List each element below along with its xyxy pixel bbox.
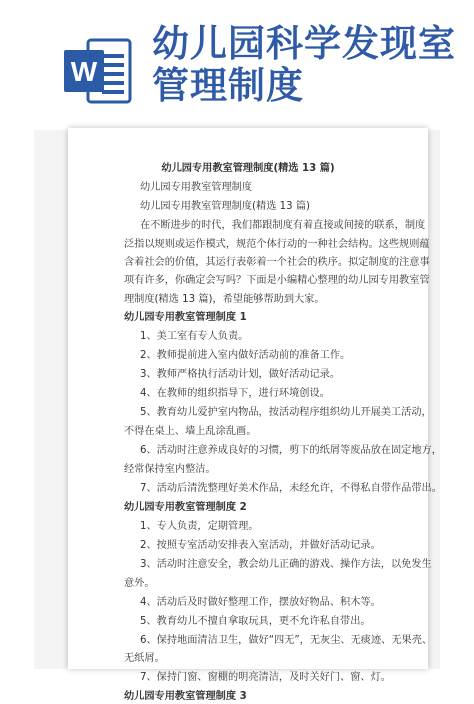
- doc-line: 5、教育幼儿不擅自拿取玩具，更不允许私自带出。: [140, 616, 371, 627]
- document-page: [68, 128, 442, 702]
- doc-line: 3、教师严格执行活动计划，做好活动记录。: [140, 369, 341, 380]
- doc-line: 幼儿园专用教室管理制度(精选 13 篇): [140, 201, 311, 212]
- doc-line: 3、活动时注意安全，教会幼儿正确的游戏、操作方法，以免发生: [140, 559, 432, 570]
- section-heading: 幼儿园专用教室管理制度 3: [124, 691, 247, 702]
- document-heading: 幼儿园专用教室管理制度(精选 13 篇): [161, 163, 335, 174]
- doc-line: 泛指以规则或运作模式，规范个体行动的一种社会结构。这些规则蕴: [124, 239, 430, 250]
- page-title-line-1: 幼儿园科学发现室: [152, 22, 456, 65]
- doc-line: 幼儿园专用教室管理制度: [140, 182, 253, 193]
- section-heading: 幼儿园专用教室管理制度 2: [124, 502, 247, 513]
- doc-line: 4、活动后及时做好整理工作，摆放好物品、积木等。: [140, 597, 381, 608]
- doc-line: 7、活动后清洗整理好美术作品，未经允许，不得私自带作品带出。: [140, 483, 442, 494]
- doc-line: 6、保持地面清洁卫生，做好“四无”，无灰尘、无痰迹、无果壳、: [140, 635, 433, 646]
- doc-line: 理制度(精选 13 篇)，希望能够帮助到大家。: [124, 294, 325, 305]
- doc-line: 4、在教师的组织指导下，进行环境创设。: [140, 388, 330, 399]
- word-icon: [62, 36, 134, 108]
- doc-line: 2、按照专室活动安排表入室活动，并做好活动记录。: [140, 540, 381, 551]
- doc-line: 无纸屑。: [124, 653, 165, 664]
- page-title-line-2: 管理制度: [152, 64, 304, 107]
- doc-line: 1、美工室有专人负责。: [140, 331, 249, 342]
- section-heading: 幼儿园专用教室管理制度 1: [124, 312, 247, 323]
- doc-line: 6、活动时注意养成良好的习惯，剪下的纸屑等废品放在固定地方，: [140, 445, 442, 456]
- doc-line: 2、教师提前进入室内做好活动前的准备工作。: [140, 350, 351, 361]
- doc-line: 经常保持室内整洁。: [124, 464, 216, 475]
- doc-line: 不得在桌上、墙上乱涂乱画。: [124, 426, 257, 437]
- word-icon-letter: W: [70, 56, 98, 87]
- doc-line: 含着社会的价值，其运行表彰着一个社会的秩序。拟定制度的注意事: [124, 257, 430, 268]
- doc-line: 项有许多，你确定会写吗？下面是小编精心整理的幼儿园专用教室管: [124, 275, 430, 286]
- doc-line: 5、教育幼儿爱护室内物品，按活动程序组织幼儿开展美工活动，: [140, 407, 432, 418]
- doc-line: 意外。: [124, 578, 155, 589]
- doc-line: 在不断进步的时代，我们都跟制度有着直接或间接的联系，制度: [140, 220, 426, 231]
- header: [0, 0, 474, 120]
- doc-line: 7、保持门窗、窗棚的明亮清洁，及时关好门、窗、灯。: [140, 672, 391, 683]
- doc-line: 1、专人负责，定期管理。: [140, 521, 259, 532]
